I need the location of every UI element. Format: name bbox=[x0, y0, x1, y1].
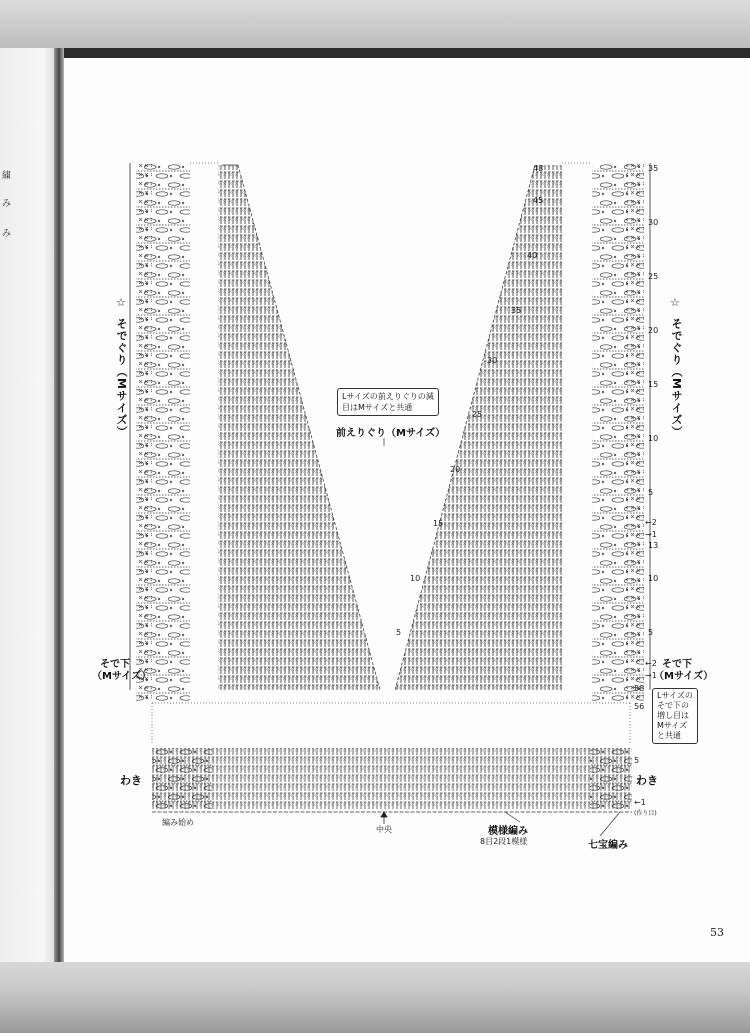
row-number: 48 bbox=[533, 164, 544, 173]
row-number: 40 bbox=[527, 251, 538, 260]
sleeve-star-right: ☆ bbox=[670, 296, 680, 309]
row-number: 56 bbox=[634, 702, 645, 711]
row-number: 10 bbox=[648, 574, 659, 583]
under-sleeve-left: そで下 bbox=[100, 659, 130, 670]
row-number: 5 bbox=[634, 756, 640, 765]
row-marker: →1 bbox=[645, 530, 657, 539]
row-number: 25 bbox=[648, 272, 659, 281]
row-number: 5 bbox=[648, 628, 654, 637]
note-line: 増し目は bbox=[657, 711, 689, 720]
row-number: 30 bbox=[487, 356, 498, 365]
side-label-right: わき bbox=[636, 774, 658, 787]
under-sleeve-note-box bbox=[652, 688, 698, 744]
row-number: 20 bbox=[450, 465, 461, 474]
sleeve-label-right: そでぐり（Mサイズ） bbox=[670, 318, 683, 438]
row-number: 45 bbox=[533, 196, 544, 205]
pattern-sub-label: 8目2段1模様 bbox=[480, 837, 528, 846]
seven-treasure-label: 七宝編み bbox=[588, 840, 628, 851]
under-sleeve-right: そで下 bbox=[662, 659, 692, 670]
sleeve-star-left: ☆ bbox=[116, 296, 126, 309]
row-number: 15 bbox=[433, 519, 444, 528]
row-number: 10 bbox=[648, 434, 659, 443]
row-number: 5 bbox=[648, 488, 654, 497]
row-marker: ←2 bbox=[645, 518, 657, 527]
start-label: 編み始め bbox=[162, 818, 194, 827]
neck-note-box bbox=[337, 388, 439, 416]
row-number: 25 bbox=[472, 410, 483, 419]
neck-note-line: 目はMサイズと共通 bbox=[342, 403, 413, 412]
under-sleeve-left-size: （Mサイズ） bbox=[92, 671, 152, 682]
note-line: と共通 bbox=[657, 731, 681, 740]
row-number: 13 bbox=[648, 541, 659, 550]
under-sleeve-right-size: （Mサイズ） bbox=[654, 671, 714, 682]
row-number: 10 bbox=[410, 574, 421, 583]
page-number: 53 bbox=[710, 926, 724, 939]
row-marker: →1 bbox=[645, 671, 657, 680]
front-neck-label: 前えりぐり（Mサイズ） bbox=[336, 428, 446, 439]
note-line: Lサイズの bbox=[657, 691, 693, 700]
margin-char: 繍 bbox=[2, 171, 12, 181]
note-line: Mサイズ bbox=[657, 721, 688, 730]
row-number: 5 bbox=[396, 628, 402, 637]
note-line: そで下の bbox=[657, 701, 689, 710]
row-number: 30 bbox=[648, 218, 659, 227]
center-arrow bbox=[381, 812, 387, 824]
margin-char: み bbox=[2, 199, 12, 209]
neck-note-line: Lサイズの前えりぐりの減 bbox=[342, 392, 434, 401]
side-label-left: わき bbox=[120, 774, 142, 787]
sleeve-label-left: そでぐり（Mサイズ） bbox=[115, 318, 128, 438]
margin-char: み bbox=[2, 229, 12, 239]
center-label: 中央 bbox=[376, 825, 392, 834]
row-marker: ←2 bbox=[645, 659, 657, 668]
row-marker: ←1 bbox=[634, 798, 646, 807]
row-number: 35 bbox=[511, 306, 522, 315]
row-number: 35 bbox=[648, 164, 659, 173]
row-number: 20 bbox=[648, 326, 659, 335]
pattern-label: 模様編み bbox=[488, 826, 528, 837]
row-number: 15 bbox=[648, 380, 659, 389]
chain-note: (作り目) bbox=[634, 810, 657, 817]
row-number: 58 bbox=[634, 684, 645, 693]
